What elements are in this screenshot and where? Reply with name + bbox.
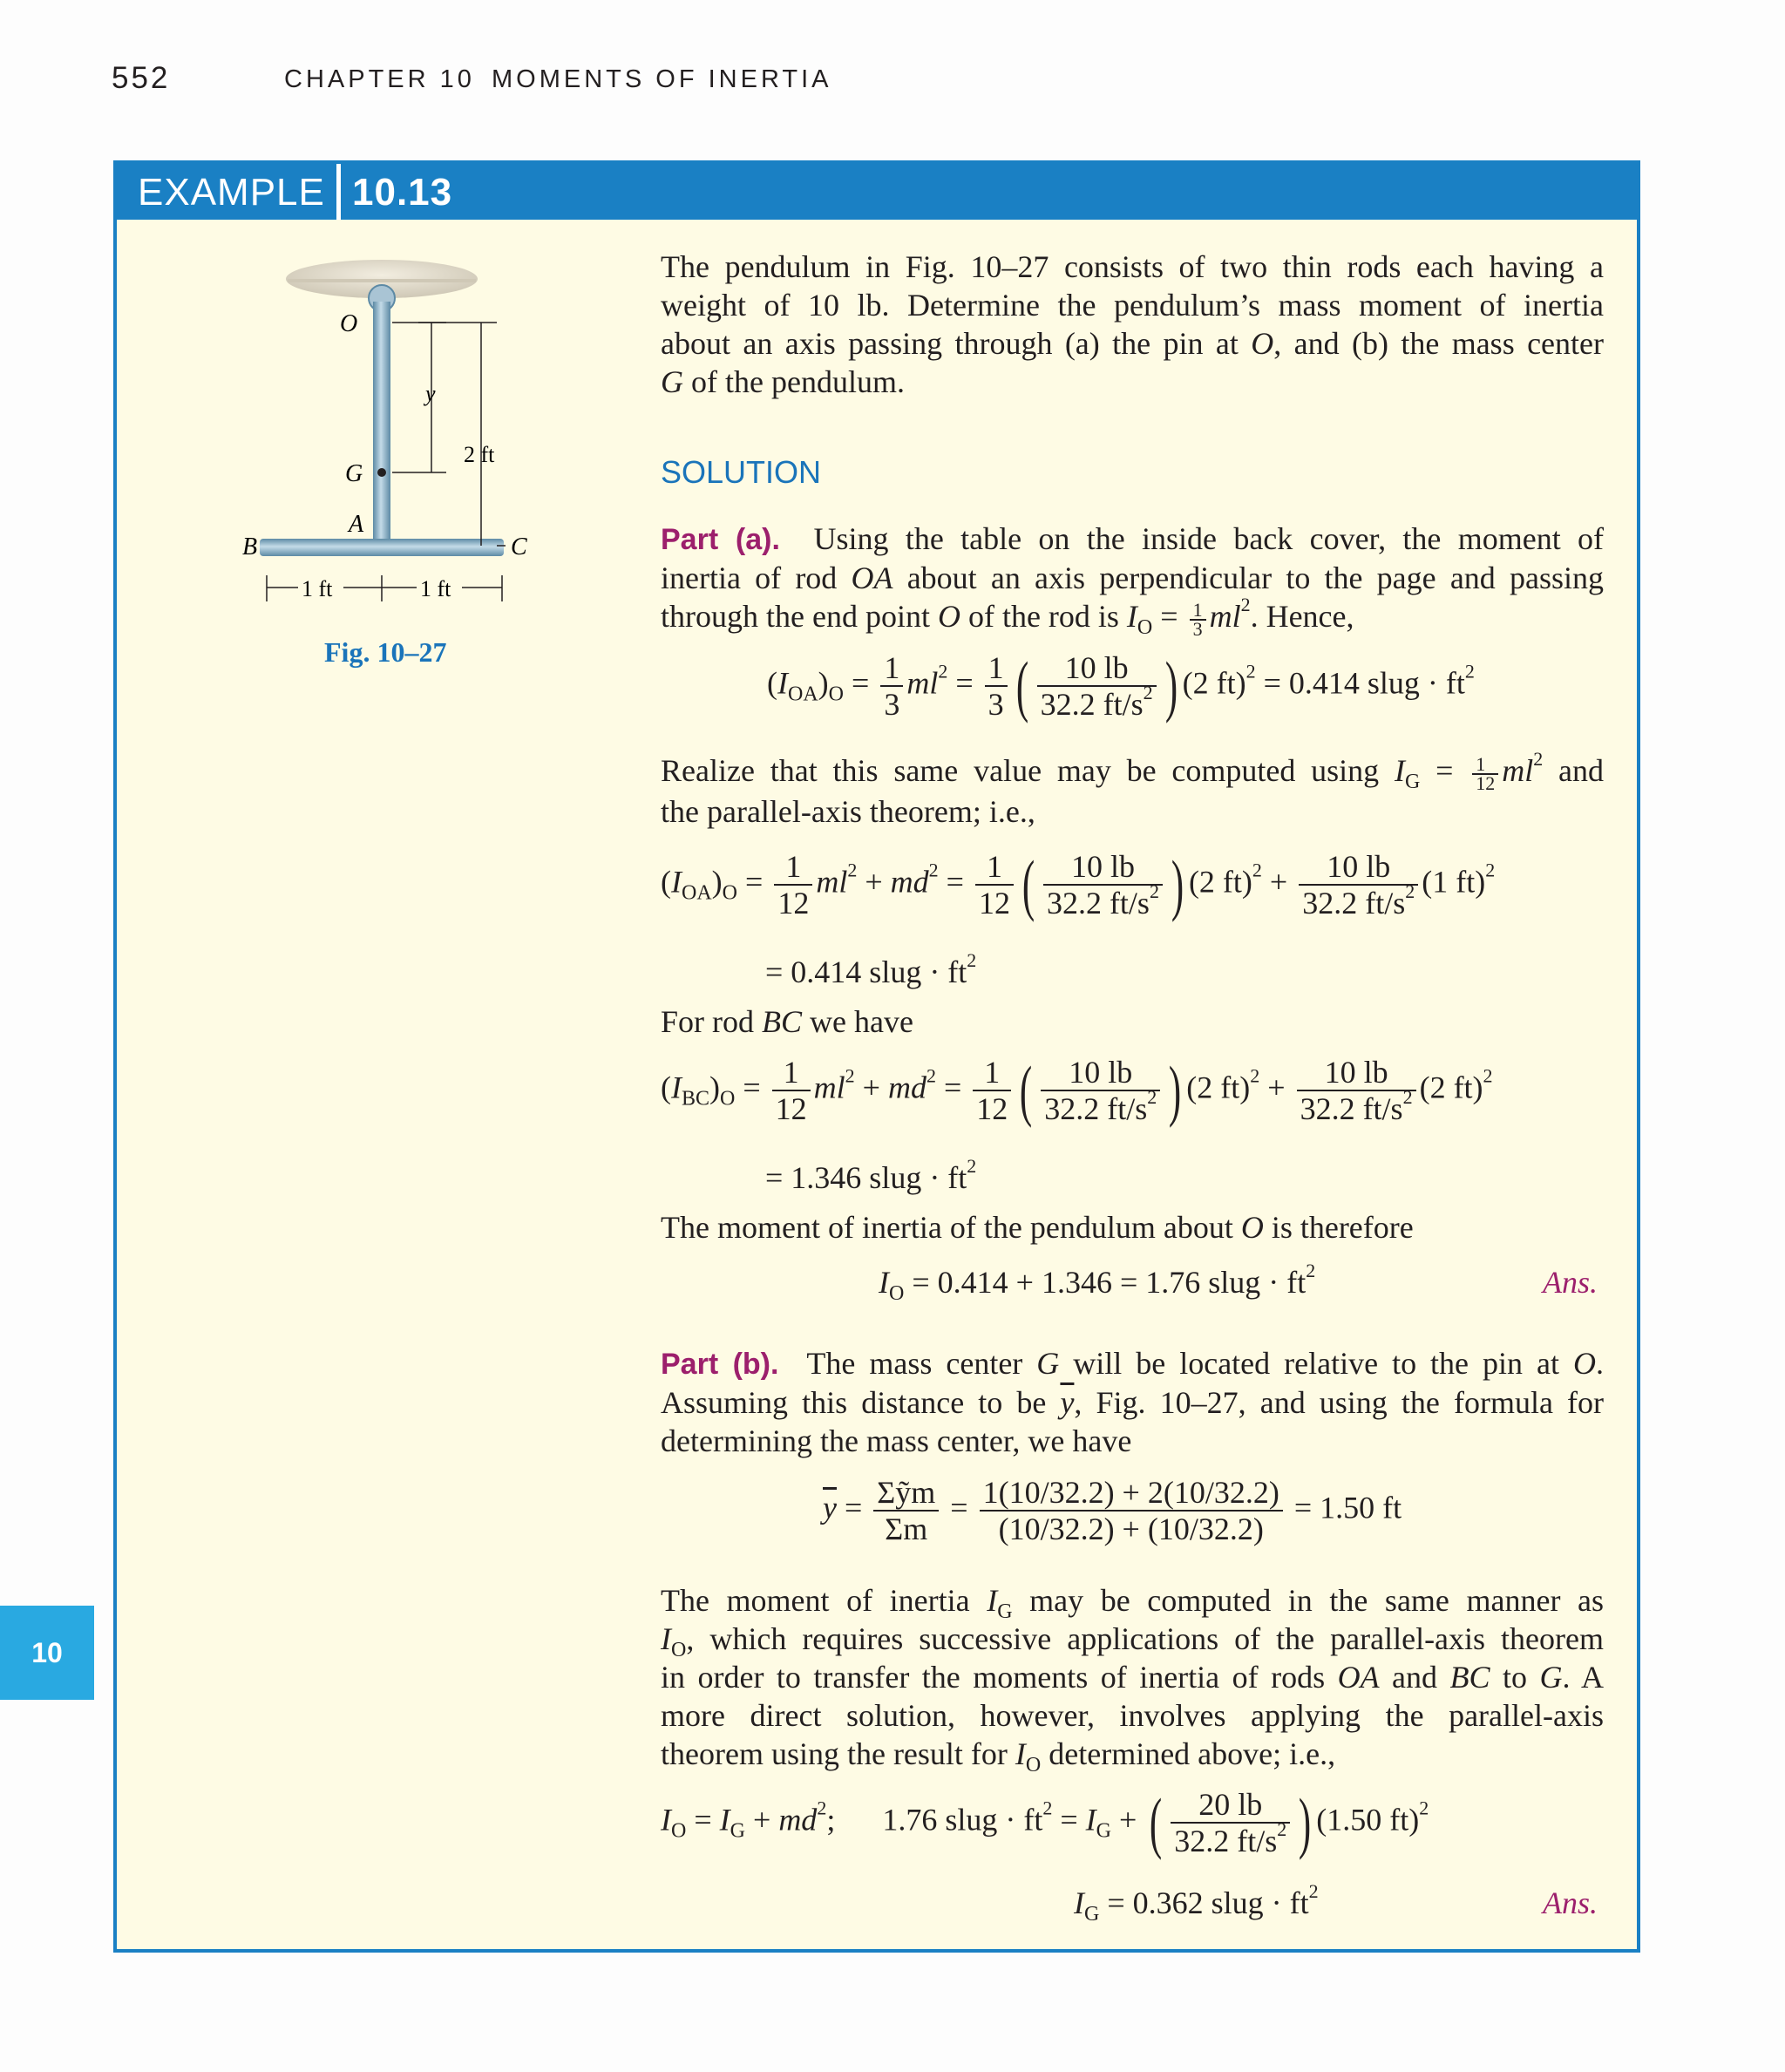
answer-label-1: Ans. — [1543, 1265, 1598, 1300]
chapter-side-tab: 10 — [0, 1606, 94, 1700]
label-A: A — [349, 511, 364, 538]
section-title: MOMENTS OF INERTIA — [492, 65, 832, 93]
label-2ft: 2 ft — [464, 442, 495, 467]
solution-heading: SOLUTION — [661, 454, 822, 490]
example-divider — [336, 164, 341, 220]
example-number: 10.13 — [352, 171, 453, 214]
ceiling-base — [288, 279, 476, 282]
label-ybar: y — [425, 381, 436, 406]
equation-ibc-result: = 1.346 slug · $ft^2$ — [765, 1155, 977, 1195]
equation-ybar: $\overline{y}$ = Σỹm Σm = $\frac{1(10/32.2) + 2(10/32.2)}{(10/32.2) + (10/32.2)}$ = 1.50 ft — [823, 1475, 1402, 1546]
realize-text: Realize that this same value may be computed using $I_G$ = $\frac{1}{12}$ $ml^2$ and the parallel-axis theorem; i.e., — [661, 748, 1604, 829]
label-1ft-right: 1 ft — [420, 576, 451, 601]
mass-center-G — [377, 468, 386, 477]
equation-parallel-axis: $I_O = I_G + md^2$; 1.76 slug · $ft^2 = I_G$ + ( $\frac{20 lb}{32.2 ft/s^2}$ ) (1.50 ft)$^2$ — [661, 1784, 1429, 1860]
rod-OA — [373, 302, 390, 544]
rod-BC — [260, 539, 504, 556]
label-C: C — [511, 533, 527, 560]
label-G: G — [345, 460, 363, 487]
problem-statement: The pendulum in Fig. 10–27 consists of two thin rods each having a weight of 10 lb. Determine the pendulum’s mass moment of inertia about an axis passing through (a) the pin at O, and (b) the mass center G of the pendulum. — [661, 249, 1605, 399]
label-O: O — [340, 310, 358, 337]
label-1ft-left: 1 ft — [302, 576, 333, 601]
ig-text: The moment of inertia $I_G$ may be computed in the same manner as $I_O$, which requires successive applications of the parallel-axis theorem in order to transfer the moments of inertia of rods OA and BC to G. A more direct solution, however, involves applying the parallel-axis theorem using the result for $I_O$ determined above; i.e., — [661, 1583, 1604, 1776]
equation-ioa-result: = 0.414 slug · $ft^2$ — [765, 949, 977, 989]
chapter-title: CHAPTER 10 — [284, 65, 475, 93]
equation-ibc: $(I_{BC})_O$ = $\frac{1}{12}$ $ml^2 + md^2$ = $\frac{1}{12}$ ( $\frac{10 lb}{32.2 ft/s^2}$ ) (2 ft)$^2$ + $\frac{10 lb}{32.2 ft/s^2}$ (2 ft)$^2$ — [661, 1052, 1493, 1128]
equation-io: $I_O = 0.414 + 1.346 = 1.76$ slug · $ft^2$ — [879, 1260, 1316, 1305]
figure-caption: Fig. 10–27 — [324, 636, 447, 668]
part-b-text: Part (b). The mass center G will be located relative to the pin at O. Assuming this distance to be $\overline{y}$, Fig. 10–27, and using the formula for determining the mass center, we have — [661, 1346, 1604, 1458]
example-banner — [117, 164, 1637, 220]
equation-ioa-2: $(I_{OA})_O$ = $\frac{1}{12}$ $ml^2 + md^2$ = $\frac{1}{12}$ ( $\frac{10 lb}{32.2 ft/s^2}$ ) (2 ft)$^2$ + $\frac{10 lb}{32.2 ft/s^2}$ (1 ft)$^2$ — [661, 846, 1496, 922]
moment-text: The moment of inertia of the pendulum about O is therefore — [661, 1210, 1414, 1245]
equation-ioa-1: $(I_{OA})_O$ = $\frac{1}{3}$ $ml^2$ = $\frac{1}{3}$ ( $\frac{10 lb}{32.2 ft/s^2}$ ) (2 ft)$^2$ = 0.414 slug · $ft^2$ — [767, 648, 1475, 724]
label-B: B — [242, 533, 258, 560]
equation-ig: $I_G = 0.362$ slug · $ft^2$ — [1074, 1880, 1319, 1926]
part-a-text: Part (a). Using the table on the inside back cover, the moment of inertia of rod OA about an axis perpendicular to the page and passing through the end point O of the rod is $I_O$ = $\frac{1}{3}$ $ml^2$. Hence, — [661, 521, 1604, 640]
pendulum-figure — [218, 244, 549, 619]
page-number: 552 — [112, 61, 171, 95]
answer-label-2: Ans. — [1543, 1885, 1598, 1920]
example-label: EXAMPLE — [138, 171, 325, 214]
for-rod-text: For rod BC we have — [661, 1004, 913, 1039]
